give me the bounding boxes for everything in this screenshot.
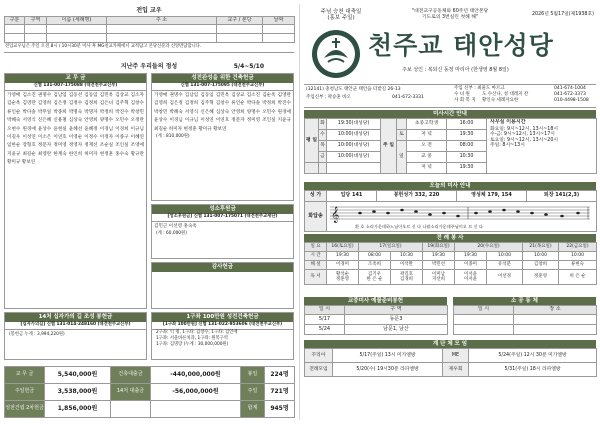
mass-day: 목: [319, 141, 327, 152]
role-tel: 041-672-3373: [554, 92, 586, 97]
hymn-offertory: 봉헌성가 332, 220: [377, 191, 457, 202]
mass-time: 08:00: [447, 141, 487, 152]
transfer-header: 이름 (세례명): [47, 16, 107, 24]
col3-account: [성소후원금] 신협 131-007-175071 (대전천주교재단): [152, 214, 293, 222]
pastor: 주임신부 : 곽승훈 바오: [306, 95, 351, 100]
ministry-cell: 이선경: [487, 270, 523, 285]
ministry-cell: 이석완: [391, 261, 423, 270]
pledge2-title: 1구좌 100만원 성전건축헌금: [152, 313, 293, 322]
transfer-note: 전입교우님은 주일 오전 8시 / 10시30분 미사 후 MG친교카페에서 교적담고 본당신분과 신앙면담합니다.: [4, 43, 294, 53]
psalm-lyric: 환 호 소리가운데하느님이오르 신 다 나팔소리가운데주님이오 르 신 다: [355, 224, 483, 230]
community-title: 소 공 동 체: [453, 297, 596, 305]
community-header: 일 시: [454, 306, 514, 315]
ministry-cell: 김창희: [523, 261, 559, 270]
finance-value: 945명: [265, 401, 295, 418]
col2-account: 신협 131-007-175095 (대전천주교신부): [152, 83, 293, 91]
groups-title: 계 단 체 모 임: [304, 340, 596, 348]
col3-title: 성소후원금: [152, 205, 293, 214]
finance-value: 224명: [265, 367, 295, 384]
hymn-recessional: 퇴장 141(2,3): [527, 191, 597, 202]
col2-total: (계 : 810,000원): [156, 133, 190, 139]
pledge1-title: 14처 십자가의 길 조성 봉헌금: [5, 313, 146, 322]
office-hours-line: 화요일: 9시~12시, 13시~18시: [490, 126, 559, 132]
right-page: [304, 8, 596, 420]
finance-value: -56,000,000원: [151, 384, 241, 401]
mass-table: [304, 118, 597, 174]
ministry-cell: 이종미: [455, 261, 487, 270]
ministry-cell: 08:00: [359, 252, 391, 261]
pledge1-total: (봉헌금 누계 : 3,994,220원): [9, 331, 65, 337]
ministry-cell: 김기우 한 은 순: [359, 270, 391, 285]
mass-day: 수: [319, 130, 327, 141]
mass-time: 19:30: [447, 163, 487, 174]
ministry-cell: 시 간: [305, 252, 327, 261]
finance-value: 5,540,000원: [45, 367, 111, 384]
ministry-cell: 정훈영: [523, 270, 559, 285]
role-label: 주임 신부 : 최율도 마르크: [454, 86, 505, 91]
readings-section: [304, 182, 596, 232]
psalm-score: [327, 202, 597, 232]
ministry-day: 19(화요일): [423, 243, 455, 252]
parish-logo-icon: [310, 28, 362, 80]
offering-header: 구 역: [345, 306, 448, 315]
role-tel: 010-4498-1508: [554, 98, 589, 103]
finance-label: 봉일: [241, 367, 265, 384]
finance-empty: [151, 401, 241, 418]
sunday-label: 주 일: [381, 119, 397, 174]
ministry-cell: 해 설: [305, 261, 327, 270]
col1-account: 신협 131-007-175088 (대전천주교신부): [5, 83, 146, 91]
hymn-entrance: 입당 141: [327, 191, 377, 202]
col2-names: 가영매 권명수 김남임 김동임 김민옥 김상교 김소진 김순옥 김영란 김영희 김은정 김정희 김주혁 김창수 류인순 박다솔 박정희 박진수 박창민 박혜숙 서영식 신은혜 심상숙 안영희 양명수 오민수 원경애 윤상수 이경님 이규님 이성연 이연호 정문자 정미영 조인실 지윤규 최길순 허미자 현정훈 황미규 황보연: [154, 92, 291, 132]
offering-date: 5/17: [305, 315, 345, 325]
mass-title: 미사시간 안내: [304, 110, 596, 118]
groups-section: [304, 340, 596, 377]
left-page: [4, 8, 294, 420]
pledge1-account: [십자가의길] 신협 131-014-248160 (대전천주교신부): [5, 322, 146, 330]
mass-day: 화: [319, 119, 327, 130]
mass-day: 토: [397, 130, 407, 141]
transfer-table: [4, 16, 295, 43]
transfer-header: 구분: [5, 16, 25, 24]
ministry-cell: 류현숙: [559, 261, 597, 270]
mass-day: 금: [319, 152, 327, 163]
slogan-line: "대전교구공동체와 60주년 태안본당: [411, 9, 489, 14]
mass-slot: 저 녁: [407, 163, 447, 174]
finance-label: 교 무 금: [5, 367, 45, 384]
weekday-label: 평 일: [305, 119, 319, 163]
ministry-day: 20(수요일): [455, 243, 523, 252]
ministry-day: 일 요: [305, 243, 327, 252]
offering-title: 교중미사 예물준비봉헌: [304, 297, 447, 305]
ministry-cell: 이경미: [327, 261, 359, 270]
transfer-title: 전입 교우: [136, 7, 162, 14]
ministry-title: 전 례 봉 사: [304, 234, 596, 242]
cross-label: 초중고학생: [407, 119, 447, 130]
offering-date: 5/24: [305, 325, 345, 335]
offering-section: [304, 297, 447, 335]
cross-time: 16:00: [447, 119, 487, 130]
pledge2-account: [1구좌 100만원] 신협 131-022-953606 (대전천주교신부): [152, 322, 293, 330]
ministry-cell: 허 은 순: [559, 270, 597, 285]
music-staff-icon: [330, 204, 592, 224]
group-name: ME: [443, 349, 469, 363]
finance-value: 721명: [265, 384, 295, 401]
transfer-header: 교구 / 본당: [217, 16, 263, 24]
pledge2-line: 1구좌: 김명랑 (누계 : 30,000,000원): [156, 341, 229, 347]
finance-label: 주일헌금: [5, 384, 45, 401]
finance-value: 1,856,000원: [45, 401, 111, 418]
role-tel: 041-674-1004: [554, 86, 586, 91]
mass-time: 10:00(대성당): [327, 141, 381, 152]
office-tel: 041-672-3331: [392, 95, 424, 100]
pledge2-line: 1구좌: 서울바른치과, 1구좌: 원복구역: [156, 335, 228, 341]
role-label: 사 회 복 지: [454, 98, 476, 103]
readings-title: 오늘의 미사 안내: [304, 182, 596, 190]
mass-slot: 교 중: [407, 152, 447, 163]
donors-section: [4, 64, 294, 309]
group-time: 5/17(주일) 13시 미가엘방: [333, 349, 443, 363]
group-time: 5/20(수) 19시30분 라파엘방: [333, 363, 443, 377]
role-label: 수 녀 원: [454, 92, 470, 97]
ministry-cell: 19:30: [327, 252, 359, 261]
ministry-cell: 유석분: [487, 261, 523, 270]
donors-period: 5/4~5/10: [233, 63, 264, 70]
group-name: 꾸리아: [305, 349, 333, 363]
donors-title: 지난주 우리들의 정성: [120, 63, 178, 70]
transfer-section: [4, 8, 294, 53]
finance-empty: [111, 401, 151, 418]
offering-zone: 동문3: [345, 315, 448, 325]
mass-slot: 저 녁: [407, 130, 447, 141]
offering-header: 일 시: [305, 306, 345, 315]
group-name: 제우회: [443, 363, 469, 377]
mass-time: 10:00(대성당): [327, 130, 381, 141]
ministry-cell: 10:00: [487, 252, 523, 261]
finance-label: 성전건립 2차헌금: [5, 401, 45, 418]
mass-time: 19:30: [447, 130, 487, 141]
office-hours-line: 토요일: 9시~12시, 13시~20시: [490, 137, 559, 143]
finance-label: 건축대출금: [111, 367, 151, 384]
header-top: [304, 8, 596, 28]
pledge2-line: 2구좌: 익 명, 1구좌: 김창수, 1구좌: 김인애: [156, 329, 238, 335]
mass-section: [304, 110, 596, 174]
office-hours-title: 사무실 이용시간: [490, 119, 526, 125]
mass-day: 일: [397, 141, 407, 174]
office-hours-line: 수·금: 9시~12시, 13시~17시: [490, 132, 555, 138]
psalm-label: 화답송: [305, 202, 327, 232]
group-time: 5/31(주일) 18시 라파엘방: [469, 363, 597, 377]
community-header: 장 소: [514, 306, 597, 315]
transfer-header: 구역: [25, 16, 47, 24]
col3-names: 김민근 이선영 홍숙옥: [154, 223, 197, 229]
issue-date: 2026년 5월17일(제1938호): [531, 12, 594, 17]
ministry-cell: 19:30: [455, 252, 487, 261]
hymn-label: 성 가: [305, 191, 327, 202]
donors-col1: [4, 73, 147, 309]
office-hours-line: 주일: 8시~13시: [490, 143, 525, 149]
parish-title: 천주교 태안성당: [368, 31, 554, 60]
finance-value: 3,538,000원: [45, 384, 111, 401]
col4-title: 감사헌금: [152, 263, 293, 272]
hymn-communion: 영성체 179, 154: [457, 191, 527, 202]
finance-label: 14처 대출금: [111, 384, 151, 401]
finance-label: 주일: [241, 384, 265, 401]
ministry-cell: 황석순 정훈영: [327, 270, 359, 285]
mass-slot: 오 전: [407, 141, 447, 152]
masthead: [304, 28, 596, 80]
hymns-table: [304, 190, 597, 232]
donors-col2: [151, 73, 294, 201]
col3-total: (계 : 60,000원): [156, 231, 187, 237]
group-name: 전례모임: [305, 363, 333, 377]
donors-col3: [151, 204, 294, 259]
ministry-section: [304, 234, 596, 285]
offering-zone: 남문1, 남산: [345, 325, 448, 335]
offering-table: [304, 305, 448, 335]
pledge-col2: [151, 312, 294, 360]
ministry-cell: 이서윤 이서윤: [455, 270, 487, 285]
pledge-col1: [4, 312, 147, 360]
ministry-cell: 독 서: [305, 270, 327, 285]
mass-time: 19:30(대성당): [327, 119, 381, 130]
groups-table: [304, 348, 597, 377]
address: (32141) 충청남도 태안군 태안읍 터밭길 26-13: [306, 87, 401, 92]
svg-text:𝄞: 𝄞: [331, 207, 340, 223]
ministry-day: 22(금요일): [559, 243, 597, 252]
ministry-cell: 곽길호 김경희: [391, 270, 423, 285]
patron: 주보 성인 : 복되신 동정 마리아 (한생영 8월 8일): [402, 67, 509, 73]
mass-time: 10:30: [447, 152, 487, 163]
donors-col4: [151, 262, 294, 309]
transfer-header: 날짜: [263, 16, 295, 24]
ministry-table: [304, 242, 597, 285]
contacts: [304, 84, 596, 108]
ministry-cell: 박민선: [423, 261, 455, 270]
community-table: [453, 305, 597, 335]
group-time: 5/24(주일) 12시 30분 미가엘방: [469, 349, 597, 363]
feast-sub: (홍보 주일): [327, 15, 355, 22]
page-divider: [299, 4, 300, 420]
pledges-section: [4, 312, 294, 362]
slogan-line: 기도로의 3번실린 첫해 해": [421, 14, 479, 20]
ministry-cell: 10:30: [391, 252, 423, 261]
ministry-cell: 조옥희: [359, 261, 391, 270]
transfer-header: 주 소: [107, 16, 217, 24]
ministry-day: 21(목요일): [523, 243, 559, 252]
mass-day: [397, 119, 407, 130]
col2-title: 성전완성을 위한 건축헌금: [152, 74, 293, 83]
community-section: [453, 297, 596, 335]
mass-time: 10:00(대성당): [327, 152, 381, 163]
ministry-cell: 19:30: [423, 252, 455, 261]
role-name: 도 수산나, 성 대레지 잔: [482, 92, 529, 97]
finance-table: [4, 366, 295, 418]
ministry-cell: 이미남 지선희: [423, 270, 455, 285]
finance-label: 합계: [241, 401, 265, 418]
col1-names: 가영매 김소진 권명수 김남임 김동선 김동임 김민옥 김상교 김소자 김순옥 김영란 김영희 김은정 김정수 김정희 김은녀 김주혁 김창수 류인순 박다솔 박무일 박종희 박명숙 박명자 박정희 박진수 박창민 박혜숙 서영식 신은혜 신용철 심상숙 안영희 양명수 오민수 오정란 오현수 원경애 윤상수 윤현실 윤혜선 윤혜정 이경님 이경희 이규님 이길우 이성연 이소은 이연호 이영순 이정수 이정자 이종구 이혜연 임한순 장형호 정문자 정미영 정영자 정재선 조순실 조인실 조영애 지윤규 최길순 최영란 한계숙 한인희 허미자 현정훈 홍수숙 황규란 황미규 황보연: [7, 92, 144, 166]
col1-title: 교 무 금: [5, 74, 146, 83]
ministry-day: 16(토요일): [327, 243, 359, 252]
ministry-cell: 10:00: [523, 252, 559, 261]
feast-name: 주님 승천 대축일: [320, 9, 362, 15]
ministry-cell: 10:00: [559, 252, 597, 261]
ministry-day: 17(일요일): [359, 243, 423, 252]
role-name: 황인숙 세례자요한: [482, 98, 519, 103]
finance-value: -440,000,000원: [151, 367, 241, 384]
office-hours: [487, 119, 597, 174]
